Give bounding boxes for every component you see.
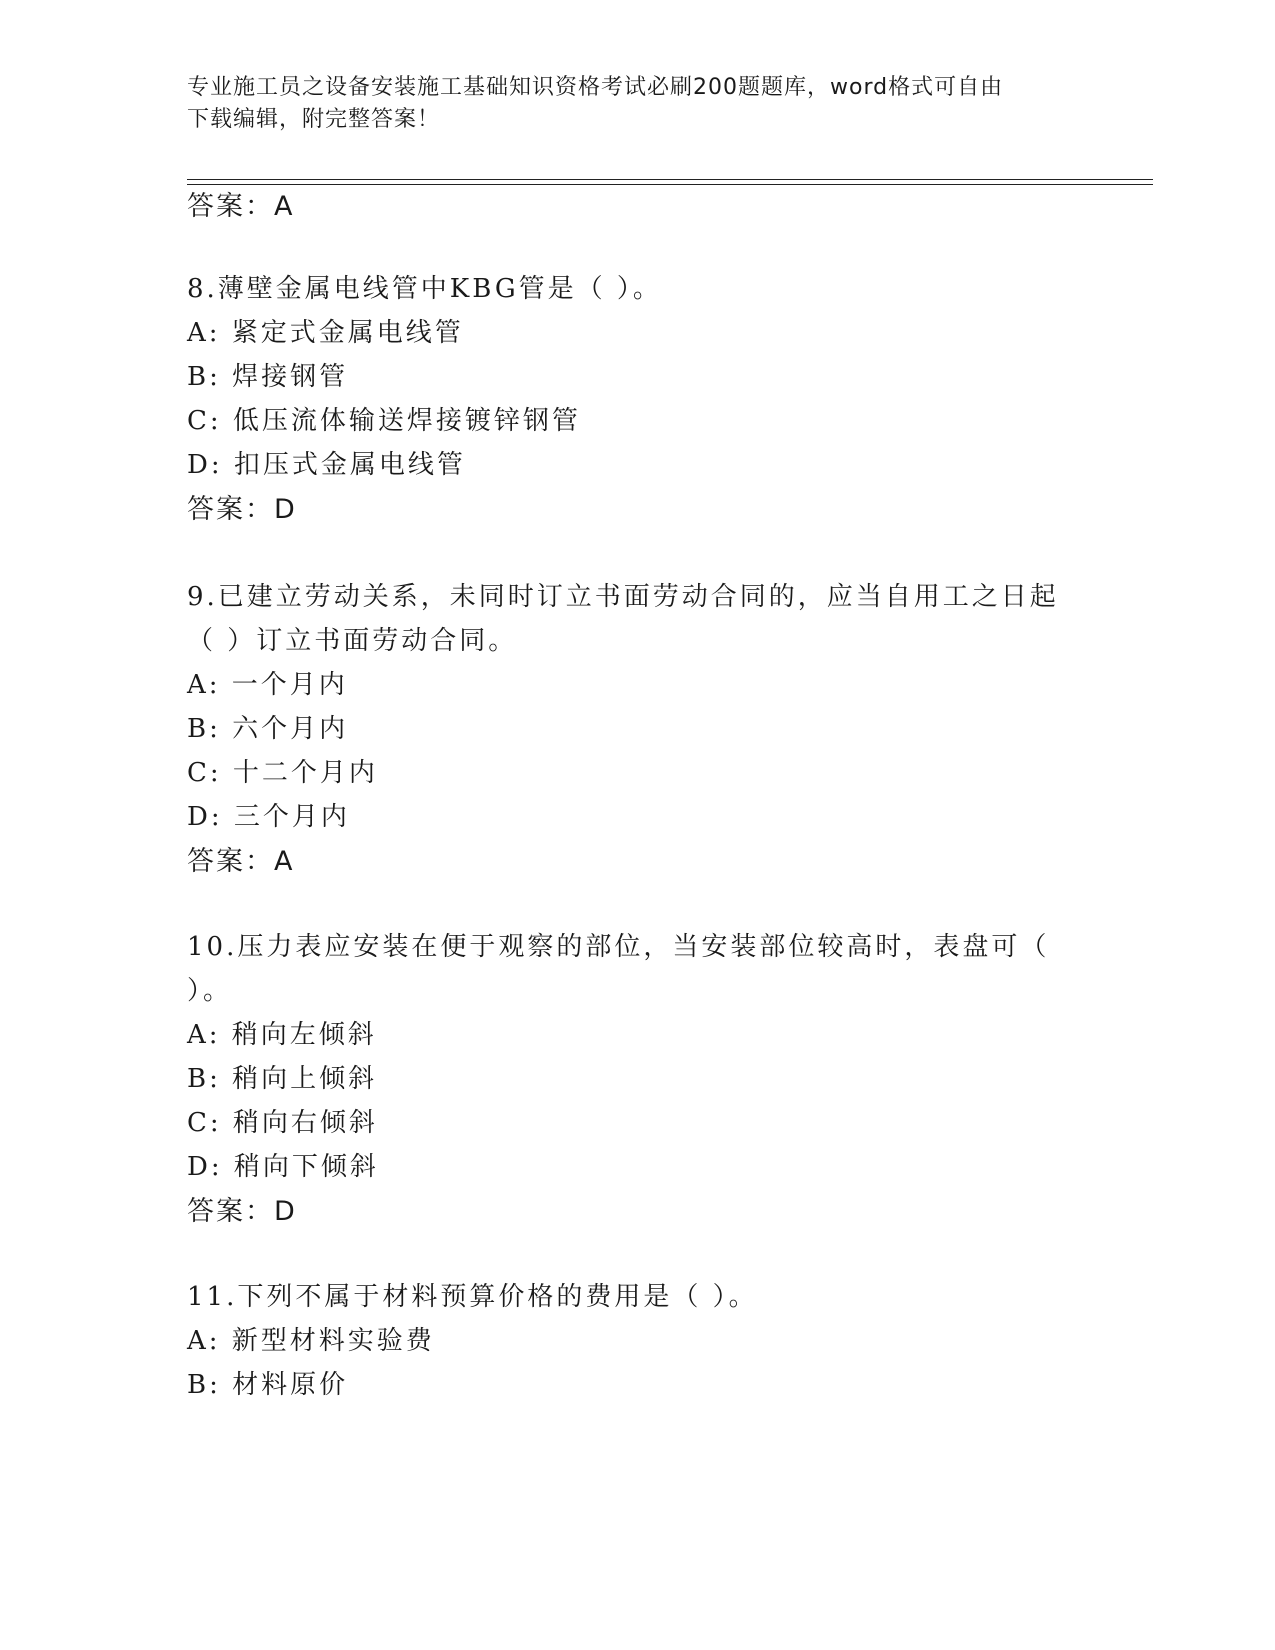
question-8-option-c: C: 低压流体输送焊接镀锌钢管	[187, 406, 581, 436]
question-9-option-c: C: 十二个月内	[187, 758, 378, 788]
question-8-answer: 答案：D	[187, 494, 297, 525]
question-9-option-a: A: 一个月内	[187, 670, 348, 700]
question-10-stem-line-1: 10.压力表应安装在便于观察的部位，当安装部位较高时，表盘可（	[187, 932, 1050, 962]
question-9-option-d: D: 三个月内	[187, 802, 350, 832]
question-9-stem-line-1: 9.已建立劳动关系，未同时订立书面劳动合同的，应当自用工之日起	[187, 582, 1059, 612]
question-10-option-b: B: 稍向上倾斜	[187, 1064, 378, 1094]
question-8-stem: 8.薄壁金属电线管中KBG管是（ ）。	[187, 274, 662, 304]
question-11-stem: 11.下列不属于材料预算价格的费用是（ ）。	[187, 1282, 758, 1312]
question-10-option-c: C: 稍向右倾斜	[187, 1108, 378, 1138]
question-8-option-b: B: 焊接钢管	[187, 362, 349, 392]
question-11-option-a: A: 新型材料实验费	[187, 1326, 435, 1356]
header-line-2: 下载编辑，附完整答案！	[187, 107, 441, 132]
header-line-1: 专业施工员之设备安装施工基础知识资格考试必刷200题题库，word格式可自由	[187, 75, 1004, 100]
header-divider-top	[187, 179, 1153, 180]
header-divider-bottom	[187, 184, 1153, 185]
question-8-option-a: A: 紧定式金属电线管	[187, 318, 464, 348]
question-9-option-b: B: 六个月内	[187, 714, 349, 744]
previous-answer: 答案：A	[187, 191, 295, 222]
question-11-option-b: B: 材料原价	[187, 1370, 349, 1400]
question-10-stem-line-2: ）。	[187, 976, 233, 1006]
question-9-answer: 答案：A	[187, 846, 295, 877]
question-8-option-d: D: 扣压式金属电线管	[187, 450, 466, 480]
question-10-option-d: D: 稍向下倾斜	[187, 1152, 379, 1182]
question-9-stem-line-2: （ ）订立书面劳动合同。	[187, 626, 518, 656]
question-10-answer: 答案：D	[187, 1196, 297, 1227]
question-10-option-a: A: 稍向左倾斜	[187, 1020, 377, 1050]
document-header	[187, 72, 1067, 136]
